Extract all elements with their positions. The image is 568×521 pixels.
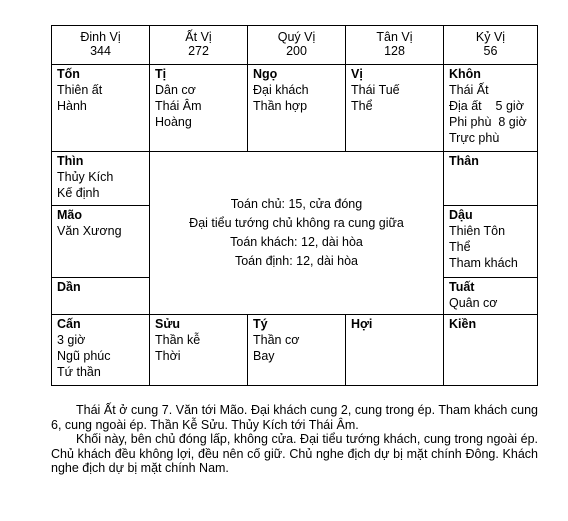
palace-title: Vị — [351, 67, 363, 81]
palace-entry: Thể — [351, 99, 373, 113]
palace-entry: Thần cơ — [253, 333, 300, 347]
palace-title: Khôn — [449, 67, 481, 81]
header-name: Đinh Vị — [80, 30, 121, 44]
palace-ti — [150, 65, 248, 152]
palace-kien — [444, 315, 538, 386]
palace-entry: Đại khách — [253, 83, 309, 97]
palace-title: Dậu — [449, 208, 473, 222]
palace-grid — [51, 25, 538, 386]
header-cell-dinh-vi — [52, 26, 150, 65]
paragraph: Thái Ất ở cung 7. Văn tới Mão. Đại khách cung 2, cung trong ép. Tham khách cung 6, cung ngoài ép. Thần Kễ Sửu. Thủy Kích tới Thái Âm. — [51, 403, 538, 432]
palace-title: Sửu — [155, 317, 181, 331]
header-cell-at-vi — [150, 26, 248, 65]
palace-entry: Tham khách — [449, 256, 518, 270]
palace-entry: Thái Tuế — [351, 83, 400, 97]
palace-entry: Thái Âm — [155, 99, 202, 113]
header-name: Tân Vị — [376, 30, 413, 44]
header-value: 344 — [90, 44, 111, 58]
palace-entry: Kế định — [57, 186, 100, 200]
palace-khon — [444, 65, 538, 152]
palace-ton — [52, 65, 150, 152]
header-name: Ất Vị — [185, 30, 212, 44]
palace-mao — [52, 206, 150, 278]
center-line: Toán khách: 12, dài hòa — [230, 235, 363, 249]
palace-dau — [444, 206, 538, 278]
palace-entry: Địa ất 5 giờ — [449, 99, 524, 113]
palace-entry: Thủy Kích — [57, 170, 114, 184]
palace-title: Mão — [57, 208, 82, 222]
header-name: Quý Vị — [277, 30, 316, 44]
palace-ty — [248, 315, 346, 386]
palace-can — [52, 315, 150, 386]
palace-vi — [346, 65, 444, 152]
palace-title: Tị — [155, 67, 167, 81]
palace-than — [444, 152, 538, 206]
palace-entry: Ngũ phúc — [57, 349, 111, 363]
palace-tuat — [444, 278, 538, 315]
palace-title: Tốn — [57, 67, 80, 81]
palace-title: Dần — [57, 280, 81, 294]
palace-entry: Thiên ất — [57, 83, 103, 97]
header-cell-tan-vi — [346, 26, 444, 65]
palace-title: Hợi — [351, 317, 373, 331]
palace-hoi — [346, 315, 444, 386]
palace-entry: Bay — [253, 349, 275, 363]
palace-entry: Thái Ất — [449, 83, 489, 97]
header-cell-ky-vi — [444, 26, 538, 65]
center-line: Đại tiểu tướng chủ không ra cung giữa — [189, 216, 404, 230]
palace-ngo — [248, 65, 346, 152]
palace-entry: 3 giờ — [57, 333, 86, 347]
palace-suu — [150, 315, 248, 386]
header-value: 200 — [286, 44, 307, 58]
palace-entry: Thể — [449, 240, 471, 254]
palace-entry: Hành — [57, 99, 87, 113]
palace-entry: Trực phù — [449, 131, 500, 145]
palace-title: Tý — [253, 317, 268, 331]
palace-entry: Thiên Tôn — [449, 224, 506, 238]
palace-dan — [52, 278, 150, 315]
palace-title: Kiền — [449, 317, 477, 331]
palace-title: Cấn — [57, 317, 81, 331]
palace-entry: Thời — [155, 349, 181, 363]
palace-entry: Quân cơ — [449, 296, 498, 310]
header-value: 128 — [384, 44, 405, 58]
header-value: 272 — [188, 44, 209, 58]
palace-title: Thìn — [57, 154, 84, 168]
center-summary — [150, 152, 444, 315]
palace-title: Thân — [449, 154, 479, 168]
center-line: Toán chủ: 15, cửa đóng — [230, 197, 363, 211]
palace-entry: Dân cơ — [155, 83, 196, 97]
paragraph: Khối này, bên chủ đóng lấp, không cửa. Đại tiểu tướng khách, cung trong ngoài ép. Chủ khách đều không lợi, đều nên cố giữ. Chủ nghe địch dự bị mặt chính Đông. Khách nghe địch dự bị mặt chính Nam. — [51, 432, 538, 475]
header-name: Kỷ Vị — [475, 30, 506, 44]
palace-title: Tuất — [449, 280, 475, 294]
palace-entry: Hoàng — [155, 115, 192, 129]
header-value: 56 — [483, 44, 498, 58]
commentary — [51, 403, 538, 476]
palace-entry: Thần hợp — [253, 99, 308, 113]
header-cell-quy-vi — [248, 26, 346, 65]
palace-thin — [52, 152, 150, 206]
palace-entry: Tứ thần — [57, 365, 101, 379]
center-line: Toán định: 12, dài hòa — [234, 254, 359, 268]
palace-entry: Thần kễ — [155, 333, 201, 347]
palace-entry: Phi phù 8 giờ — [449, 115, 527, 129]
palace-title: Ngọ — [253, 67, 278, 81]
palace-entry: Văn Xương — [57, 224, 122, 238]
